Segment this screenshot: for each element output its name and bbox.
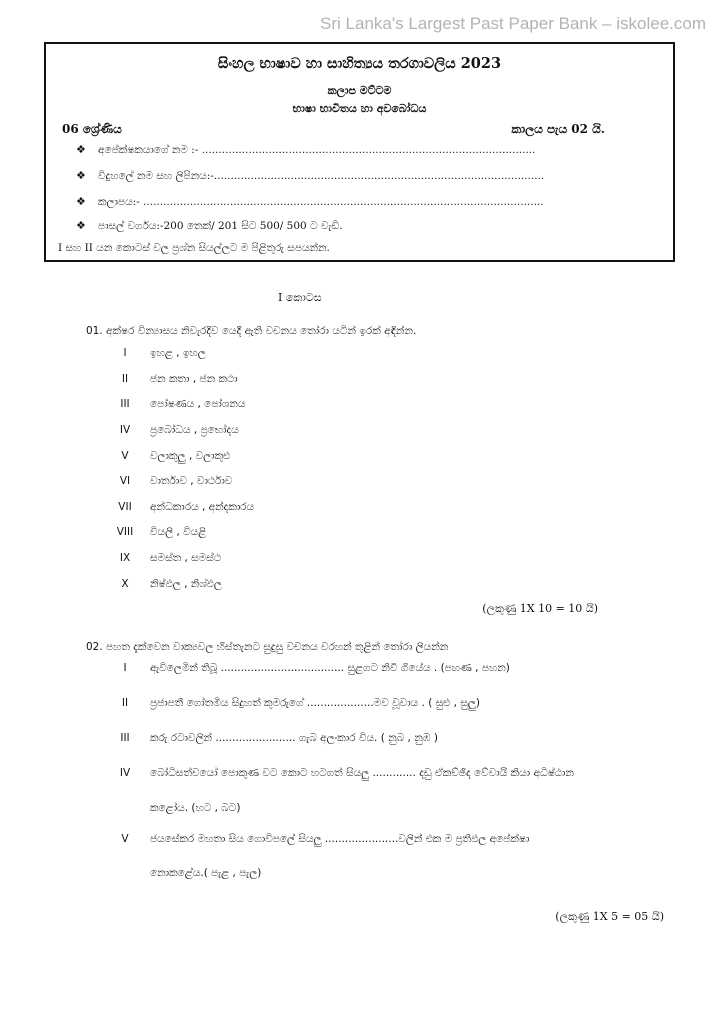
item-number: VI — [119, 475, 131, 487]
q2-item: ජයසේකර මහතා සිය ගොවිපලේ සියලු ......................වලින් එක ම ප්‍රතිඵල අපේක්ෂා — [150, 833, 530, 845]
section-title: I කොටස — [278, 291, 322, 304]
q1-item: ජන කතා , ජන කථා — [150, 373, 238, 385]
diamond-bullet-icon: ❖ — [76, 169, 86, 182]
item-number: IX — [119, 552, 131, 564]
item-number: IV — [119, 767, 131, 779]
item-number: III — [120, 732, 130, 744]
candidate-name-field — [76, 143, 536, 157]
q2-item: බෝධිසත්වයෝ පොකුණ වට කොට හටගත් සියලු ............. දඩු ඒකච්ඡිද වේවායි කියා අධිෂ්ඨාන — [150, 767, 574, 779]
item-number: X — [121, 578, 129, 590]
field-label: කලාපය:- ........................................................................................................................ — [98, 196, 544, 208]
q2-item-continuation: කළෝය. (හට , බට) — [150, 802, 241, 814]
item-number: V — [121, 450, 129, 462]
diamond-bullet-icon: ❖ — [76, 195, 86, 208]
item-number: I — [123, 347, 127, 359]
field-label: අපේක්ෂකයාගේ නම :- .................................................................................................... — [98, 144, 536, 156]
q1-item: සමස්ත , සමස්ථ — [150, 552, 221, 564]
item-number: II — [121, 373, 129, 385]
field-label: විදුහලේ නම සහ ලිපිනය:-................................................................................................... — [98, 170, 545, 182]
field-label: පාසල් වර්ගය:-200 තෙක්/ 201 සිට 500/ 500 ට වැඩි. — [98, 220, 343, 232]
q1-item: වියලි , වියළි — [150, 526, 207, 538]
diamond-bullet-icon: ❖ — [76, 143, 86, 156]
item-number: I — [123, 662, 127, 674]
school-type-field — [76, 219, 343, 233]
q2-item: ඇවිලෙමින් තිබූ ..................................... සුළගට නිවී ගියේය . (පහණ , පහන) — [150, 662, 510, 674]
q1-item: වාර්තාව , වාර්ථාව — [150, 475, 233, 487]
exam-level: කලාප මට්ටම — [327, 84, 392, 97]
q2-marks: (ලකුණු 1X 5 = 05 යි) — [555, 910, 664, 923]
exam-title: සිංහල භාෂාව හා සාහිත්‍යය තරගාවලිය 2023 — [217, 55, 502, 72]
item-number: V — [121, 833, 129, 845]
q1-marks: (ලකුණු 1X 10 = 10 යි) — [482, 602, 598, 615]
question-1-text: 01. අක්ෂර වින්‍යාසය නිවැරදිව යෙදී ඇති වචනය තෝරා යටින් ඉරක් අඳින්න. — [86, 325, 417, 337]
q2-item-continuation: නොකළේය.( පැළ , පැල) — [150, 867, 262, 879]
zone-field — [76, 195, 544, 209]
item-number: IV — [119, 424, 131, 436]
paper-name: භාෂා භාවිතය හා අවබෝධය — [292, 102, 427, 115]
item-number: III — [120, 398, 130, 410]
item-number: VII — [118, 501, 132, 513]
q2-item: ප්‍රජාපතී ගෝතමිය සිදුහත් කුමරුගේ ....................මව වූවාය . ( සුළු , සුලු) — [150, 697, 480, 709]
q1-item: නිෂ්ඵල , නිශ්ඵල — [150, 578, 222, 590]
grade-label: 06 ශ්‍රේණිය — [62, 122, 122, 136]
q1-item: අන්ධකාරය , අන්දකාරය — [150, 501, 255, 513]
header-box — [44, 42, 675, 262]
instruction-text: I සහ II යන කොටස් වල ප්‍රශ්න සියල්ලට ම පිළිතුරු සපයන්න. — [58, 242, 330, 254]
watermark-text: Sri Lanka's Largest Past Paper Bank – iskolee.com — [320, 14, 706, 33]
q1-item: පෝෂණය , පෝශනය — [150, 398, 246, 410]
item-number: II — [121, 697, 129, 709]
time-label: කාලය පැය 02 යි. — [511, 122, 605, 136]
q1-item: වලාකුලු , වලාකුළු — [150, 450, 231, 462]
item-number: VIII — [116, 526, 134, 538]
q1-item: ප්‍රබෝධය , ප්‍රභෝදය — [150, 424, 239, 436]
q2-item: කරු රටාවලින් ........................ ගැබ අලංකාර විය. ( නුබ , නුඹ ) — [150, 732, 438, 744]
question-2-text: 02. පහත දැක්වෙන වාක්‍යවල හිස්තැනට සුදුසු වචනය වරහන් තුළින් තෝරා ලියන්න — [86, 641, 449, 653]
school-address-field — [76, 169, 544, 183]
diamond-bullet-icon: ❖ — [76, 219, 86, 232]
q1-item: ඉහළ , ඉහල — [150, 347, 206, 359]
